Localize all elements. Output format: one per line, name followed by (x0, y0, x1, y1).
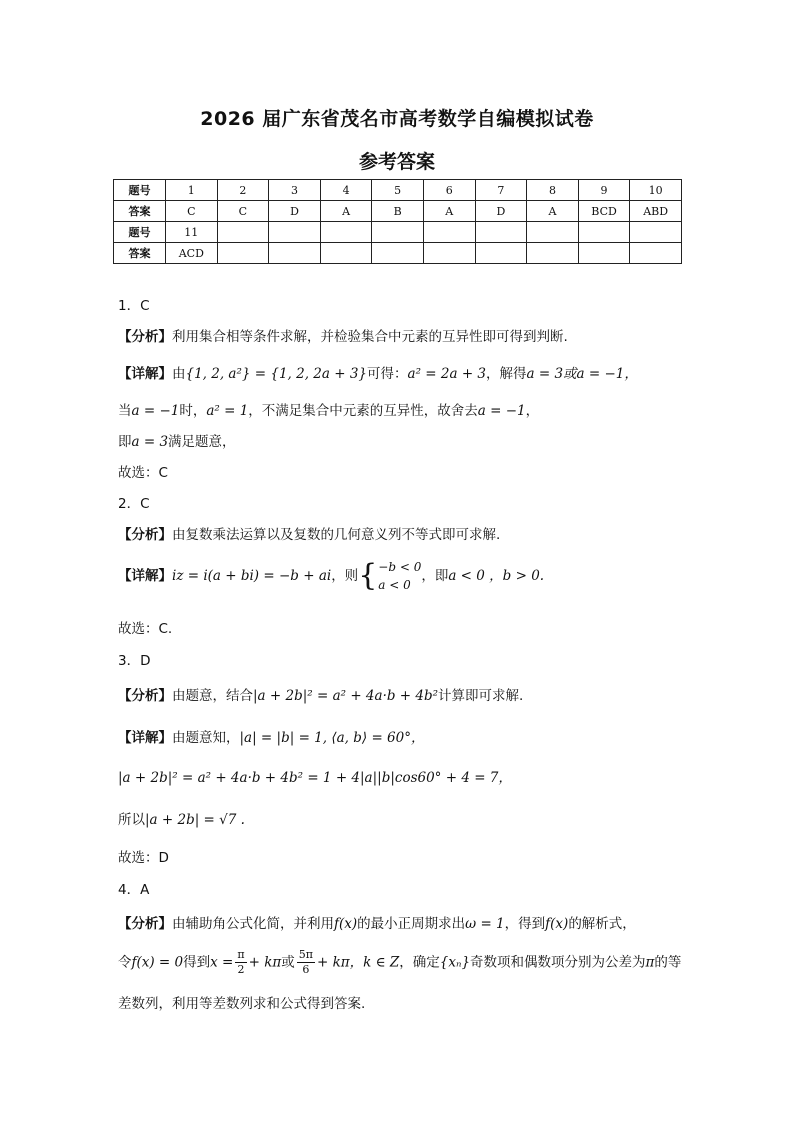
q3-detail (118, 726, 424, 746)
detail-tag: 【详解】 (118, 366, 172, 382)
q2-conclusion: 故选：C. (118, 621, 173, 637)
text: 得到 (183, 954, 211, 971)
table-row (114, 180, 682, 201)
q2-analysis (118, 523, 500, 543)
math-expression: |a + 2b| = √7 . (145, 812, 245, 828)
text: 即 (118, 434, 132, 450)
question-number (320, 222, 372, 243)
answer-cell: B (372, 201, 424, 222)
brace-symbol: { (358, 558, 378, 593)
math-expression: f(x) (545, 916, 569, 932)
question-number (372, 222, 424, 243)
q4-line-2 (118, 948, 681, 977)
text: ，则 (331, 568, 359, 584)
math-expression: {xₙ} (439, 954, 471, 971)
question-number (527, 222, 579, 243)
answer-cell (578, 243, 630, 264)
q1-detail-line-3 (118, 430, 236, 450)
math-expression: a² = 2a + 3 (407, 366, 487, 382)
q3-line-2 (118, 766, 512, 786)
q1-conclusion: 故选：C (118, 465, 168, 481)
detail-tag: 【详解】 (118, 730, 172, 746)
question-number (217, 222, 269, 243)
math-expression: + kπ (316, 954, 350, 971)
answer-cell: A (320, 201, 372, 222)
question-number: 1 (166, 180, 218, 201)
math-expression: a² = 1 (206, 403, 249, 419)
answer-cell (423, 243, 475, 264)
math-expression: a = −1 (477, 403, 526, 419)
question-number: 4 (320, 180, 372, 201)
answer-table (113, 179, 682, 264)
math-expression: f(x) (334, 916, 358, 932)
answer-cell (475, 243, 527, 264)
page-title: 2026 届广东省茂名市高考数学自编模拟试卷 (200, 108, 594, 130)
text: 由辅助角公式化简，并利用 (172, 916, 334, 932)
text: ， (525, 403, 540, 419)
text: ，解得 (486, 366, 527, 382)
q1-detail-line-2 (118, 399, 539, 419)
inequality-system (378, 558, 421, 594)
inequality: a < 0 (378, 578, 411, 592)
text: 所以 (118, 812, 145, 828)
text: 满足题意， (168, 434, 236, 450)
answer-cell: BCD (578, 201, 630, 222)
fraction-denominator: 2 (237, 963, 245, 976)
table-row (114, 201, 682, 222)
math-expression: a = −1 (131, 403, 180, 419)
text: 的最小正周期求出 (357, 916, 466, 932)
text: 由题意，结合 (172, 688, 253, 704)
math-expression: |a| = |b| = 1, ⟨a, b⟩ = 60°， (239, 730, 425, 746)
table-header-label: 题号 (114, 222, 166, 243)
fraction (297, 948, 315, 977)
q3-conclusion: 故选：D (118, 850, 169, 866)
q3-heading: 3．D (118, 653, 151, 669)
q2-detail (118, 558, 544, 594)
q1-heading: 1．C (118, 298, 150, 314)
analysis-tag: 【分析】 (118, 688, 172, 704)
answer-cell (269, 243, 321, 264)
answer-cell: D (475, 201, 527, 222)
math-expression: ω = 1 (465, 916, 505, 932)
answer-cell (630, 243, 682, 264)
math-expression: f(x) = 0 (131, 954, 184, 971)
answer-cell: C (217, 201, 269, 222)
question-number: 3 (269, 180, 321, 201)
text: 由题意知， (172, 730, 240, 746)
question-number: 11 (166, 222, 218, 243)
math-expression: |a + 2b|² = a² + 4a·b + 4b² = 1 + 4|a||b|cos60° + 4 = 7， (118, 770, 512, 786)
math-expression: x = (210, 954, 234, 971)
question-number (269, 222, 321, 243)
analysis-tag: 【分析】 (118, 329, 172, 345)
math-expression: {1, 2, a²} = {1, 2, 2a + 3} (185, 366, 368, 382)
q4-line-3: 差数列，利用等差数列求和公式得到答案. (118, 996, 366, 1012)
text: 时， (179, 403, 207, 419)
q4-analysis (118, 912, 636, 932)
answer-cell: A (527, 201, 579, 222)
answer-cell: ACD (166, 243, 218, 264)
text: 当 (118, 403, 132, 419)
text: 的解析式， (568, 916, 636, 932)
question-number: 9 (578, 180, 630, 201)
inequality: −b < 0 (378, 560, 422, 574)
q1-analysis (118, 325, 568, 345)
detail-tag: 【详解】 (118, 568, 172, 584)
text: ，确定 (399, 954, 440, 971)
table-answer-label: 答案 (114, 243, 166, 264)
answer-cell (527, 243, 579, 264)
math-expression: iz = i(a + bi) = −b + ai (172, 568, 332, 584)
answer-cell: A (423, 201, 475, 222)
answer-cell (320, 243, 372, 264)
text: ，即 (421, 568, 449, 584)
analysis-tag: 【分析】 (118, 527, 172, 543)
math-expression: + kπ (248, 954, 282, 971)
q2-heading: 2．C (118, 496, 150, 512)
page-subtitle: 参考答案 (358, 151, 435, 173)
fraction-numerator: 5π (298, 948, 313, 961)
fraction-numerator: π (237, 948, 245, 961)
q1-detail-line-1 (118, 362, 638, 382)
fraction (235, 948, 246, 977)
math-expression: ，k ∈ Z (349, 954, 400, 971)
question-number: 8 (527, 180, 579, 201)
question-number (578, 222, 630, 243)
math-expression: a < 0 ，b > 0. (448, 568, 545, 584)
q4-heading: 4．A (118, 882, 150, 898)
text: 计算即可求解. (438, 688, 524, 704)
text: 令 (118, 954, 132, 971)
math-expression: a = 3或a = −1， (526, 366, 638, 382)
q3-analysis (118, 684, 523, 704)
table-row (114, 243, 682, 264)
answer-cell: C (166, 201, 218, 222)
answer-cell: ABD (630, 201, 682, 222)
text: 由 (172, 366, 186, 382)
question-number (630, 222, 682, 243)
answer-cell (217, 243, 269, 264)
analysis-tag: 【分析】 (118, 916, 172, 932)
text: 可得： (367, 366, 408, 382)
math-expression: |a + 2b|² = a² + 4a·b + 4b² (253, 688, 439, 704)
question-number (423, 222, 475, 243)
math-expression: a = 3 (131, 434, 169, 450)
text: 的等 (654, 954, 682, 971)
table-answer-label: 答案 (114, 201, 166, 222)
answer-cell: D (269, 201, 321, 222)
analysis-text: 利用集合相等条件求解，并检验集合中元素的互异性即可得到判断. (172, 329, 568, 345)
question-number (475, 222, 527, 243)
answer-cell (372, 243, 424, 264)
question-number: 7 (475, 180, 527, 201)
fraction-denominator: 6 (302, 963, 310, 976)
question-number: 5 (372, 180, 424, 201)
math-expression: π (645, 954, 655, 971)
text: 或 (281, 954, 295, 971)
text: 奇数项和偶数项分别为公差为 (470, 954, 646, 971)
question-number: 6 (423, 180, 475, 201)
text: ，得到 (504, 916, 546, 932)
q3-line-3 (118, 808, 245, 828)
table-row (114, 222, 682, 243)
analysis-text: 由复数乘法运算以及复数的几何意义列不等式即可求解. (172, 527, 501, 543)
question-number: 2 (217, 180, 269, 201)
table-header-label: 题号 (114, 180, 166, 201)
text: ，不满足集合中元素的互异性，故舍去 (248, 403, 478, 419)
question-number: 10 (630, 180, 682, 201)
